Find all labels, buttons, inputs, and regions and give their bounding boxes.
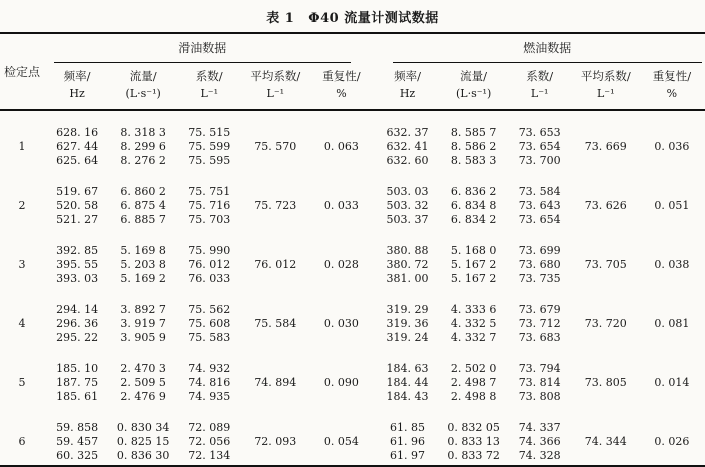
- point-cell: [0, 390, 44, 406]
- frequency-cell: 395. 55: [44, 258, 110, 272]
- avg-coefficient-cell: 73. 805: [573, 376, 639, 390]
- frequency-cell: 319. 24: [375, 331, 441, 347]
- flow-cell: 0. 832 05: [441, 406, 507, 435]
- frequency-cell: 61. 97: [375, 449, 441, 466]
- row-header-cell: [0, 33, 44, 110]
- point-cell: [0, 170, 44, 199]
- avg-coefficient-cell: [242, 154, 308, 170]
- group-header-fuel: [375, 33, 705, 63]
- frequency-cell: 184. 44: [375, 376, 441, 390]
- frequency-cell: 632. 37: [375, 110, 441, 140]
- frequency-cell: 625. 64: [44, 154, 110, 170]
- avg-coefficient-cell: [573, 331, 639, 347]
- coefficient-cell: 75. 703: [176, 213, 242, 229]
- repeatability-cell: [308, 449, 374, 466]
- avg-coefficient-cell: [573, 229, 639, 258]
- frequency-cell: 380. 88: [375, 229, 441, 258]
- point-cell: [0, 347, 44, 376]
- frequency-cell: 185. 10: [44, 347, 110, 376]
- avg-coefficient-cell: [573, 272, 639, 288]
- frequency-cell: 521. 27: [44, 213, 110, 229]
- col-header-flow-lube: [110, 63, 176, 110]
- point-cell: [0, 272, 44, 288]
- measurement-row: [0, 199, 705, 213]
- flow-cell: 2. 509 5: [110, 376, 176, 390]
- repeatability-cell: 0. 028: [308, 258, 374, 272]
- coefficient-cell: 73. 700: [507, 154, 573, 170]
- measurement-row: [0, 376, 705, 390]
- col-unit: L⁻¹: [573, 85, 639, 102]
- avg-coefficient-cell: [242, 213, 308, 229]
- avg-coefficient-cell: [242, 406, 308, 435]
- repeatability-cell: [308, 213, 374, 229]
- coefficient-cell: 73. 654: [507, 213, 573, 229]
- point-cell: 2: [0, 199, 44, 213]
- flow-cell: 8. 583 3: [441, 154, 507, 170]
- frequency-cell: 503. 32: [375, 199, 441, 213]
- flow-cell: 0. 833 13: [441, 435, 507, 449]
- point-cell: 5: [0, 376, 44, 390]
- repeatability-cell: 0. 063: [308, 140, 374, 154]
- measurement-row: [0, 170, 705, 199]
- flow-cell: 3. 892 7: [110, 288, 176, 317]
- frequency-cell: 628. 16: [44, 110, 110, 140]
- repeatability-cell: [639, 170, 705, 199]
- flow-cell: 6. 834 8: [441, 199, 507, 213]
- measurement-row: [0, 140, 705, 154]
- point-cell: 1: [0, 140, 44, 154]
- flow-cell: 8. 299 6: [110, 140, 176, 154]
- coefficient-cell: 74. 932: [176, 347, 242, 376]
- frequency-cell: 319. 36: [375, 317, 441, 331]
- repeatability-cell: [639, 347, 705, 376]
- repeatability-cell: 0. 026: [639, 435, 705, 449]
- flow-cell: 2. 498 8: [441, 390, 507, 406]
- frequency-cell: 61. 85: [375, 406, 441, 435]
- flow-cell: 5. 167 2: [441, 272, 507, 288]
- flow-cell: 2. 498 7: [441, 376, 507, 390]
- measurement-row: [0, 110, 705, 140]
- point-cell: [0, 449, 44, 466]
- col-header-repeatability-lube: [308, 63, 374, 110]
- flow-cell: 0. 836 30: [110, 449, 176, 466]
- measurement-row: [0, 229, 705, 258]
- table-title-text: 流量计测试数据: [344, 11, 439, 26]
- avg-coefficient-cell: [242, 170, 308, 199]
- data-table: [0, 32, 705, 467]
- flow-cell: 8. 585 7: [441, 110, 507, 140]
- table-body: [0, 110, 705, 466]
- measurement-row: [0, 331, 705, 347]
- group-label-lube: 滑油数据: [54, 34, 350, 63]
- frequency-cell: 184. 63: [375, 347, 441, 376]
- measurement-row: [0, 317, 705, 331]
- coefficient-cell: 73. 808: [507, 390, 573, 406]
- avg-coefficient-cell: [573, 390, 639, 406]
- col-header-avg-coefficient-fuel: [573, 63, 639, 110]
- col-unit: (L·s⁻¹): [441, 85, 507, 102]
- measurement-row: [0, 390, 705, 406]
- measurement-row: [0, 213, 705, 229]
- avg-coefficient-cell: [573, 449, 639, 466]
- avg-coefficient-cell: [242, 229, 308, 258]
- repeatability-cell: [308, 154, 374, 170]
- table-title-model: Φ40: [308, 11, 339, 26]
- col-label: 平均系数/: [242, 68, 308, 85]
- avg-coefficient-cell: 75. 570: [242, 140, 308, 154]
- col-unit: Hz: [44, 85, 110, 102]
- col-label: 流量/: [110, 68, 176, 85]
- coefficient-cell: 75. 608: [176, 317, 242, 331]
- repeatability-cell: [639, 110, 705, 140]
- frequency-cell: 380. 72: [375, 258, 441, 272]
- coefficient-cell: 74. 337: [507, 406, 573, 435]
- col-header-repeatability-fuel: [639, 63, 705, 110]
- avg-coefficient-cell: 73. 705: [573, 258, 639, 272]
- frequency-cell: 520. 58: [44, 199, 110, 213]
- point-cell: [0, 288, 44, 317]
- coefficient-cell: 74. 366: [507, 435, 573, 449]
- coefficient-cell: 73. 794: [507, 347, 573, 376]
- col-header-coefficient-fuel: [507, 63, 573, 110]
- repeatability-cell: [308, 331, 374, 347]
- frequency-cell: 319. 29: [375, 288, 441, 317]
- repeatability-cell: [308, 110, 374, 140]
- coefficient-cell: 74. 816: [176, 376, 242, 390]
- measurement-row: [0, 288, 705, 317]
- repeatability-cell: 0. 033: [308, 199, 374, 213]
- coefficient-cell: 73. 654: [507, 140, 573, 154]
- frequency-cell: 59. 457: [44, 435, 110, 449]
- col-header-flow-fuel: [441, 63, 507, 110]
- flow-cell: 5. 167 2: [441, 258, 507, 272]
- flow-cell: 3. 919 7: [110, 317, 176, 331]
- flow-cell: 5. 169 2: [110, 272, 176, 288]
- avg-coefficient-cell: [573, 170, 639, 199]
- frequency-cell: 632. 60: [375, 154, 441, 170]
- flow-cell: 6. 860 2: [110, 170, 176, 199]
- col-label: 频率/: [375, 68, 441, 85]
- measurement-row: [0, 347, 705, 376]
- repeatability-cell: [308, 390, 374, 406]
- repeatability-cell: [639, 288, 705, 317]
- frequency-cell: 381. 00: [375, 272, 441, 288]
- avg-coefficient-cell: [573, 347, 639, 376]
- frequency-cell: 184. 43: [375, 390, 441, 406]
- col-label: 重复性/: [639, 68, 705, 85]
- avg-coefficient-cell: 74. 894: [242, 376, 308, 390]
- avg-coefficient-cell: [242, 272, 308, 288]
- coefficient-cell: 72. 134: [176, 449, 242, 466]
- group-header-lube: [44, 33, 374, 63]
- point-cell: 3: [0, 258, 44, 272]
- flow-cell: 4. 333 6: [441, 288, 507, 317]
- frequency-cell: 60. 325: [44, 449, 110, 466]
- avg-coefficient-cell: [242, 110, 308, 140]
- point-cell: [0, 110, 44, 140]
- coefficient-cell: 74. 328: [507, 449, 573, 466]
- avg-coefficient-cell: [573, 406, 639, 435]
- avg-coefficient-cell: [573, 110, 639, 140]
- coefficient-cell: 75. 595: [176, 154, 242, 170]
- flow-cell: 5. 203 8: [110, 258, 176, 272]
- coefficient-cell: 73. 814: [507, 376, 573, 390]
- repeatability-cell: [308, 229, 374, 258]
- coefficient-cell: 75. 515: [176, 110, 242, 140]
- repeatability-cell: 0. 030: [308, 317, 374, 331]
- avg-coefficient-cell: [573, 213, 639, 229]
- repeatability-cell: [308, 170, 374, 199]
- repeatability-cell: [308, 347, 374, 376]
- repeatability-cell: [639, 154, 705, 170]
- coefficient-cell: 75. 716: [176, 199, 242, 213]
- coefficient-cell: 75. 583: [176, 331, 242, 347]
- repeatability-cell: 0. 054: [308, 435, 374, 449]
- frequency-cell: 503. 03: [375, 170, 441, 199]
- coefficient-cell: 75. 751: [176, 170, 242, 199]
- col-label: 重复性/: [308, 68, 374, 85]
- repeatability-cell: 0. 090: [308, 376, 374, 390]
- point-cell: 6: [0, 435, 44, 449]
- repeatability-cell: [639, 272, 705, 288]
- repeatability-cell: [639, 406, 705, 435]
- coefficient-cell: 73. 735: [507, 272, 573, 288]
- flow-cell: 5. 168 0: [441, 229, 507, 258]
- flow-cell: 6. 885 7: [110, 213, 176, 229]
- avg-coefficient-cell: [242, 390, 308, 406]
- col-label: 系数/: [176, 68, 242, 85]
- coefficient-cell: 72. 089: [176, 406, 242, 435]
- coefficient-cell: 75. 990: [176, 229, 242, 258]
- col-label: 平均系数/: [573, 68, 639, 85]
- row-header-label: 检定点: [4, 65, 40, 79]
- repeatability-cell: [639, 213, 705, 229]
- repeatability-cell: 0. 036: [639, 140, 705, 154]
- avg-coefficient-cell: 75. 723: [242, 199, 308, 213]
- repeatability-cell: [308, 406, 374, 435]
- coefficient-cell: 73. 699: [507, 229, 573, 258]
- col-header-frequency-fuel: [375, 63, 441, 110]
- frequency-cell: 632. 41: [375, 140, 441, 154]
- col-label: 流量/: [441, 68, 507, 85]
- col-unit: %: [639, 85, 705, 102]
- point-cell: [0, 331, 44, 347]
- flow-cell: 4. 332 5: [441, 317, 507, 331]
- repeatability-cell: [308, 288, 374, 317]
- frequency-cell: 59. 858: [44, 406, 110, 435]
- table-title-prefix: 表 1: [266, 11, 294, 26]
- coefficient-cell: 74. 935: [176, 390, 242, 406]
- avg-coefficient-cell: 72. 093: [242, 435, 308, 449]
- measurement-row: [0, 406, 705, 435]
- group-label-fuel: 燃油数据: [393, 34, 703, 63]
- coefficient-cell: 73. 584: [507, 170, 573, 199]
- flow-cell: 4. 332 7: [441, 331, 507, 347]
- repeatability-cell: 0. 051: [639, 199, 705, 213]
- coefficient-cell: 73. 712: [507, 317, 573, 331]
- flow-cell: 0. 830 34: [110, 406, 176, 435]
- avg-coefficient-cell: 73. 669: [573, 140, 639, 154]
- flow-cell: 6. 875 4: [110, 199, 176, 213]
- repeatability-cell: 0. 038: [639, 258, 705, 272]
- frequency-cell: 61. 96: [375, 435, 441, 449]
- col-header-avg-coefficient-lube: [242, 63, 308, 110]
- col-label: 频率/: [44, 68, 110, 85]
- point-cell: 4: [0, 317, 44, 331]
- coefficient-cell: 73. 653: [507, 110, 573, 140]
- coefficient-cell: 75. 562: [176, 288, 242, 317]
- frequency-cell: 185. 61: [44, 390, 110, 406]
- col-unit: Hz: [375, 85, 441, 102]
- avg-coefficient-cell: [242, 331, 308, 347]
- flow-cell: 3. 905 9: [110, 331, 176, 347]
- avg-coefficient-cell: [242, 288, 308, 317]
- coefficient-cell: 73. 679: [507, 288, 573, 317]
- flow-cell: 0. 833 72: [441, 449, 507, 466]
- repeatability-cell: 0. 081: [639, 317, 705, 331]
- flow-cell: 0. 825 15: [110, 435, 176, 449]
- frequency-cell: 187. 75: [44, 376, 110, 390]
- col-unit: %: [308, 85, 374, 102]
- point-cell: [0, 213, 44, 229]
- coefficient-cell: 76. 033: [176, 272, 242, 288]
- coefficient-cell: 72. 056: [176, 435, 242, 449]
- avg-coefficient-cell: 73. 626: [573, 199, 639, 213]
- avg-coefficient-cell: 74. 344: [573, 435, 639, 449]
- repeatability-cell: [639, 390, 705, 406]
- repeatability-cell: [639, 331, 705, 347]
- coefficient-cell: 73. 680: [507, 258, 573, 272]
- coefficient-cell: 75. 599: [176, 140, 242, 154]
- flow-cell: 8. 318 3: [110, 110, 176, 140]
- group-header-row: [0, 33, 705, 63]
- frequency-cell: 392. 85: [44, 229, 110, 258]
- flow-cell: 5. 169 8: [110, 229, 176, 258]
- frequency-cell: 296. 36: [44, 317, 110, 331]
- flow-cell: 6. 836 2: [441, 170, 507, 199]
- repeatability-cell: [639, 229, 705, 258]
- col-header-frequency-lube: [44, 63, 110, 110]
- measurement-row: [0, 449, 705, 466]
- avg-coefficient-cell: [242, 449, 308, 466]
- repeatability-cell: [308, 272, 374, 288]
- col-unit: (L·s⁻¹): [110, 85, 176, 102]
- flow-cell: 2. 476 9: [110, 390, 176, 406]
- frequency-cell: 294. 14: [44, 288, 110, 317]
- flow-cell: 8. 586 2: [441, 140, 507, 154]
- table-title: [0, 0, 705, 32]
- frequency-cell: 295. 22: [44, 331, 110, 347]
- avg-coefficient-cell: [242, 347, 308, 376]
- flow-cell: 2. 470 3: [110, 347, 176, 376]
- measurement-row: [0, 154, 705, 170]
- frequency-cell: 503. 37: [375, 213, 441, 229]
- frequency-cell: 627. 44: [44, 140, 110, 154]
- measurement-row: [0, 272, 705, 288]
- point-cell: [0, 154, 44, 170]
- flow-cell: 8. 276 2: [110, 154, 176, 170]
- coefficient-cell: 73. 643: [507, 199, 573, 213]
- col-unit: L⁻¹: [176, 85, 242, 102]
- point-cell: [0, 229, 44, 258]
- col-unit: L⁻¹: [507, 85, 573, 102]
- point-cell: [0, 406, 44, 435]
- avg-coefficient-cell: [573, 288, 639, 317]
- avg-coefficient-cell: 75. 584: [242, 317, 308, 331]
- flow-cell: 2. 502 0: [441, 347, 507, 376]
- repeatability-cell: [639, 449, 705, 466]
- avg-coefficient-cell: 76. 012: [242, 258, 308, 272]
- col-unit: L⁻¹: [242, 85, 308, 102]
- col-header-coefficient-lube: [176, 63, 242, 110]
- coefficient-cell: 73. 683: [507, 331, 573, 347]
- avg-coefficient-cell: [573, 154, 639, 170]
- repeatability-cell: 0. 014: [639, 376, 705, 390]
- frequency-cell: 393. 03: [44, 272, 110, 288]
- avg-coefficient-cell: 73. 720: [573, 317, 639, 331]
- measurement-row: [0, 258, 705, 272]
- flow-cell: 6. 834 2: [441, 213, 507, 229]
- coefficient-cell: 76. 012: [176, 258, 242, 272]
- column-header-row: [0, 63, 705, 110]
- frequency-cell: 519. 67: [44, 170, 110, 199]
- col-label: 系数/: [507, 68, 573, 85]
- measurement-row: [0, 435, 705, 449]
